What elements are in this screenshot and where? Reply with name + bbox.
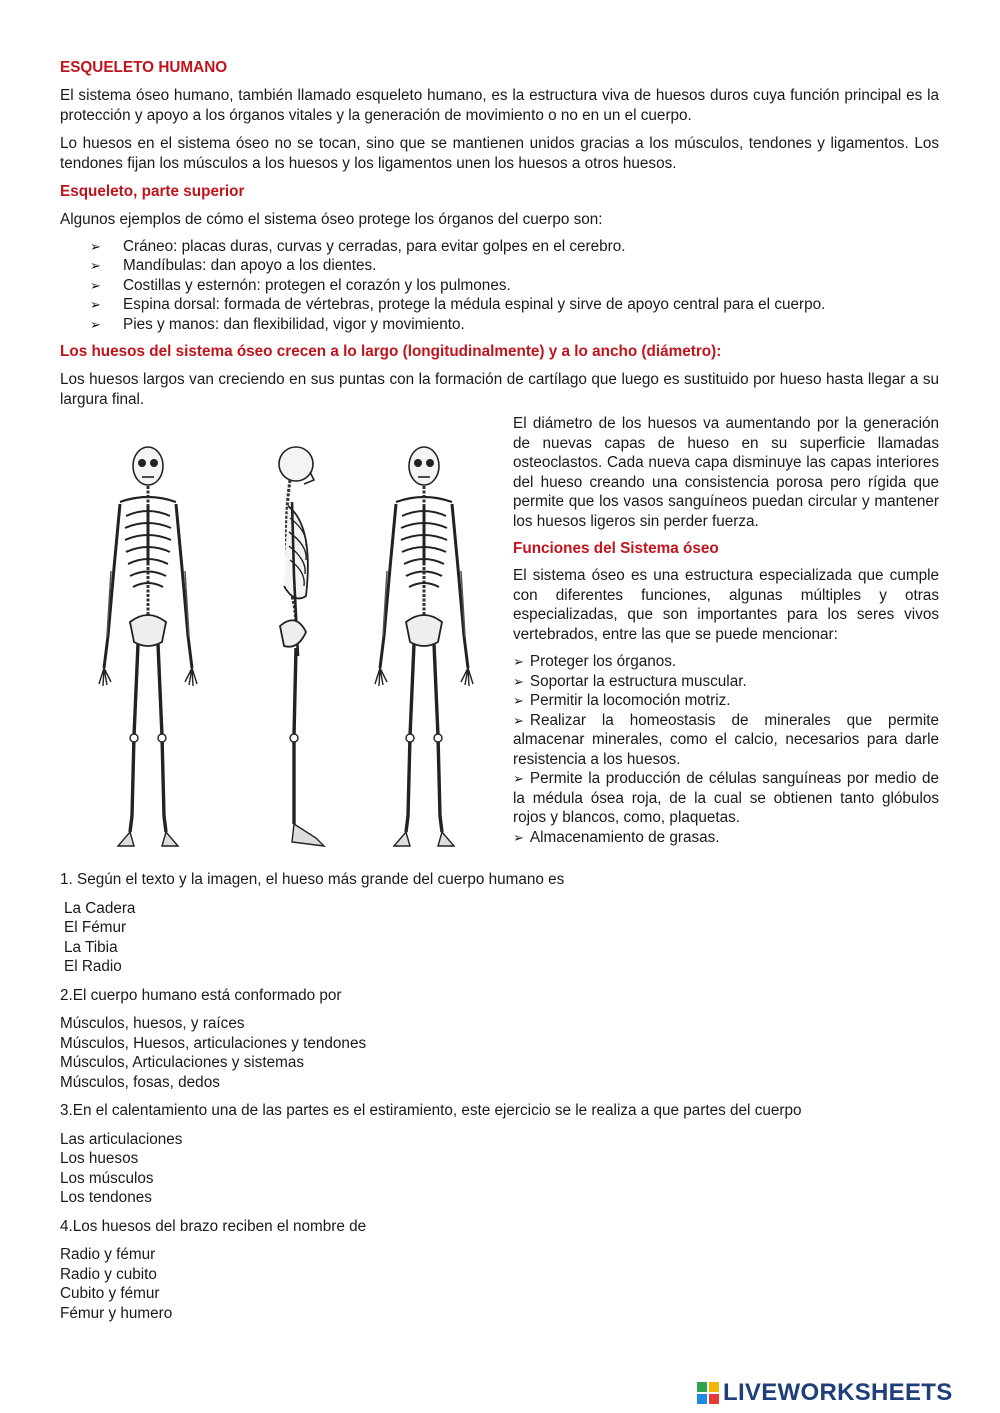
- liveworksheets-logo: [697, 1381, 953, 1405]
- question-2: [60, 986, 939, 1093]
- upper-skeleton-list: [60, 237, 939, 335]
- answer-option[interactable]: Fémur y humero: [60, 1304, 173, 1322]
- skeleton-side-figure: [279, 447, 324, 846]
- arrow-bullet-icon: ➢: [513, 654, 524, 669]
- list-item: ➢ Mandíbulas: dan apoyo a los dientes.: [90, 257, 377, 274]
- list-item: ➢ Permitir la locomoción motriz.: [513, 692, 731, 709]
- arrow-bullet-icon: ➢: [513, 673, 524, 689]
- list-item: ➢ Espina dorsal: formada de vértebras, protege la médula espinal y sirve de apoyo central para el cuerpo.: [90, 296, 826, 313]
- arrow-bullet-icon: ➢: [90, 258, 101, 273]
- list-item: ➢ Proteger los órganos.: [513, 653, 677, 670]
- growth-paragraph: Los huesos largos van creciendo en sus puntas con la formación de cartílago que luego es sustituido por hueso hasta llegar a su largura final.: [60, 371, 939, 408]
- answer-option[interactable]: El Radio: [64, 958, 122, 975]
- question-4: [60, 1217, 939, 1324]
- arrow-bullet-icon: ➢: [513, 693, 524, 708]
- skeleton-section: [60, 415, 939, 870]
- intro-paragraph-2: Lo huesos en el sistema óseo no se tocan, sino que se mantienen unidos gracias a los músculos, tendones y ligamentos. Los tendones fijan los músculos a los huesos y los ligamentos unen los huesos a otros huesos.: [60, 135, 939, 172]
- arrow-bullet-icon: ➢: [513, 712, 524, 728]
- answer-option[interactable]: Radio y fémur: [60, 1246, 156, 1263]
- intro-paragraph-1: El sistema óseo humano, también llamado esqueleto humano, es la estructura viva de huesos duros cuya función principal es la protección y apoyo a los órganos vitales y la generación de movimiento o no en un el cuerpo.: [60, 87, 939, 124]
- answer-option[interactable]: Los tendones: [60, 1189, 152, 1206]
- functions-lead: El sistema óseo es una estructura especializada que cumple con diferentes funciones, algunas múltiples y otras especializadas, que son importantes para los seres vivos vertebrados, entre las que se puede mencionar:: [513, 567, 939, 643]
- diameter-paragraph: El diámetro de los huesos va aumentando por la generación de nuevas capas de hueso en su superficie llamadas osteoclastos. Cada nueva capa disminuye las capas interiores del hueso creando una consistencia porosa pero rígida que permite que los vasos sanguíneos puedan circular y mantener los huesos ligeros sin perder fuerza.: [513, 415, 939, 530]
- answer-options: [60, 1245, 939, 1323]
- answer-options: [60, 1014, 939, 1092]
- upper-skeleton-lead: Algunos ejemplos de cómo el sistema óseo protege los órganos del cuerpo son:: [60, 211, 603, 228]
- question-prompt: 2.El cuerpo humano está conformado por: [60, 986, 342, 1004]
- upper-skeleton-heading: Esqueleto, parte superior: [60, 183, 245, 200]
- answer-option[interactable]: Las articulaciones: [60, 1130, 183, 1148]
- answer-option[interactable]: Cubito y fémur: [60, 1285, 160, 1302]
- skeleton-back-figure: [375, 447, 473, 846]
- list-item: ➢ Realizar la homeostasis de minerales que permite almacenar minerales, como el calcio, necesarios para darle resistencia a los huesos.: [513, 711, 939, 768]
- right-column: [513, 414, 939, 847]
- skeleton-illustration: [80, 418, 492, 858]
- question-prompt: 4.Los huesos del brazo reciben el nombre de: [60, 1217, 367, 1235]
- arrow-bullet-icon: ➢: [90, 297, 101, 312]
- answer-option[interactable]: La Cadera: [64, 899, 136, 917]
- logo-text: LIVEWORKSHEETS: [723, 1379, 953, 1406]
- answer-option[interactable]: Músculos, huesos, y raíces: [60, 1015, 245, 1032]
- list-item: ➢ Cráneo: placas duras, curvas y cerradas, para evitar golpes en el cerebro.: [90, 237, 626, 255]
- answer-option[interactable]: Los huesos: [60, 1150, 139, 1167]
- answer-options: [60, 899, 939, 977]
- answer-option[interactable]: Músculos, Articulaciones y sistemas: [60, 1054, 304, 1071]
- question-3: [60, 1101, 939, 1208]
- question-prompt: 3.En el calentamiento una de las partes es el estiramiento, este ejercicio se le realiza a que partes del cuerpo: [60, 1102, 802, 1119]
- list-item: ➢ Costillas y esternón: protegen el corazón y los pulmones.: [90, 276, 511, 294]
- arrow-bullet-icon: ➢: [90, 316, 101, 332]
- answer-options: [60, 1130, 939, 1208]
- answer-option[interactable]: Radio y cubito: [60, 1265, 157, 1283]
- answer-option[interactable]: El Fémur: [64, 919, 127, 936]
- list-item: ➢ Pies y manos: dan flexibilidad, vigor y movimiento.: [90, 315, 465, 333]
- question-prompt: 1. Según el texto y la imagen, el hueso más grande del cuerpo humano es: [60, 871, 565, 888]
- answer-option[interactable]: Músculos, Huesos, articulaciones y tendones: [60, 1034, 367, 1052]
- functions-heading: Funciones del Sistema óseo: [513, 540, 719, 557]
- growth-heading: Los huesos del sistema óseo crecen a lo largo (longitudinalmente) y a lo ancho (diámetro):: [60, 343, 722, 360]
- arrow-bullet-icon: ➢: [513, 829, 524, 845]
- list-item: ➢ Almacenamiento de grasas.: [513, 828, 720, 846]
- skeleton-front-figure: [99, 447, 197, 846]
- answer-option[interactable]: Músculos, fosas, dedos: [60, 1073, 220, 1091]
- functions-list: [513, 652, 939, 847]
- page-title: ESQUELETO HUMANO: [60, 59, 228, 76]
- worksheet: [60, 58, 939, 1332]
- arrow-bullet-icon: ➢: [90, 238, 101, 254]
- arrow-bullet-icon: ➢: [513, 771, 524, 786]
- answer-option[interactable]: La Tibia: [64, 938, 118, 956]
- list-item: ➢ Permite la producción de células sanguíneas por medio de la médula ósea roja, de la cual se obtienen tanto glóbulos rojos y blancos, como, plaquetas.: [513, 770, 939, 826]
- logo-blocks-icon: [697, 1382, 719, 1404]
- arrow-bullet-icon: ➢: [90, 277, 101, 293]
- answer-option[interactable]: Los músculos: [60, 1169, 154, 1187]
- question-1: [60, 870, 939, 977]
- list-item: ➢ Soportar la estructura muscular.: [513, 672, 747, 690]
